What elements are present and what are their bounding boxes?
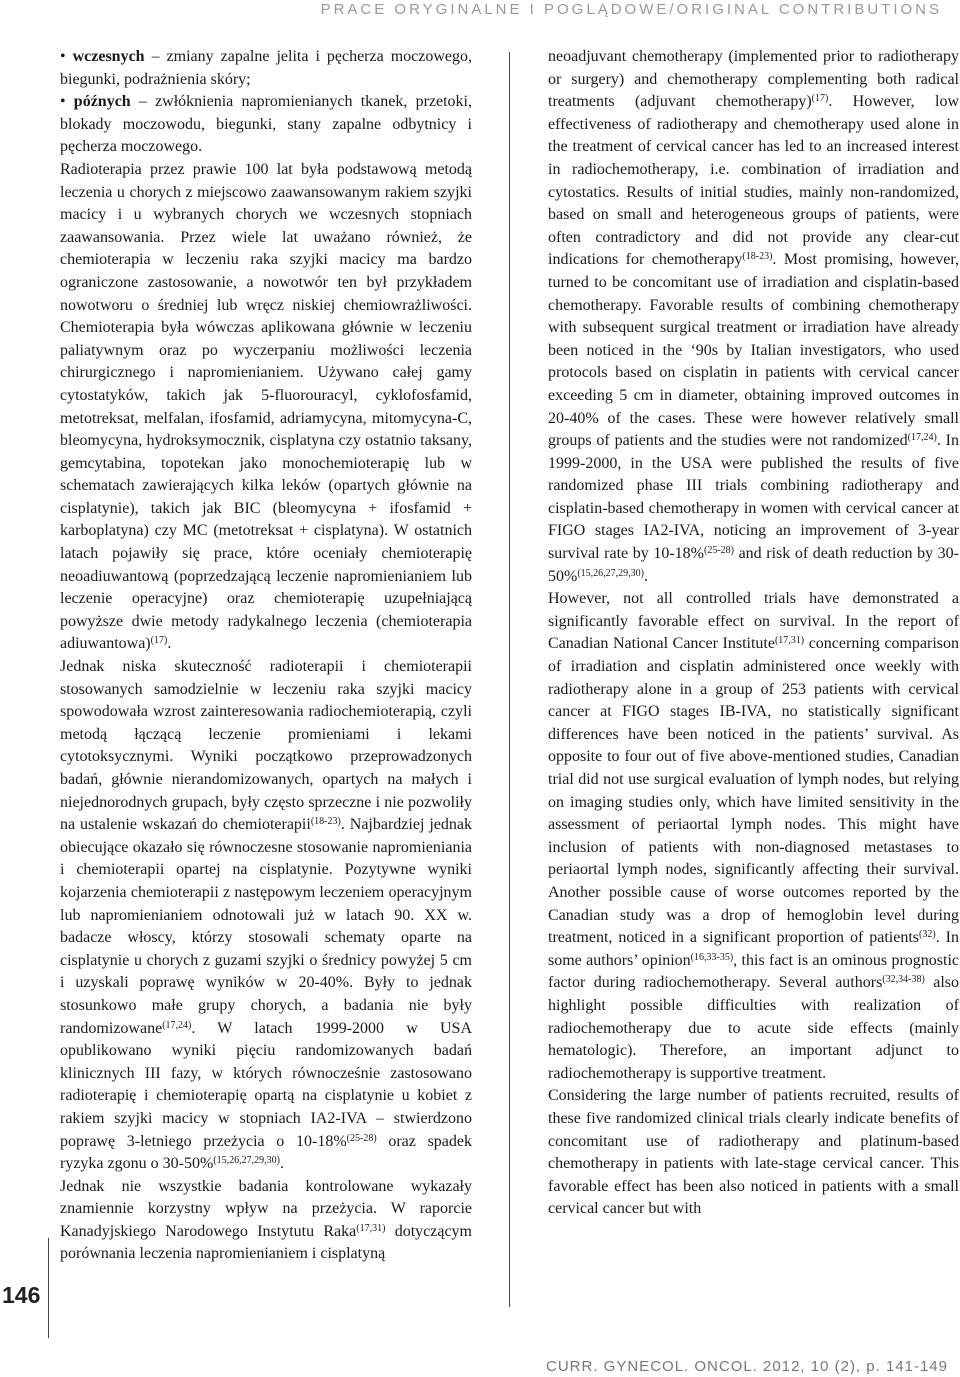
citation-ref: (18-23): [310, 816, 341, 828]
citation-ref: (16,33-35): [690, 951, 734, 963]
citation-ref: (17): [150, 635, 168, 647]
list-item: • późnych – zwłóknienia napromienianych tkanek, przetoki, blokady moczowodu, biegunki, stany zapalne odbytnicy i pęcherza moczowego.: [60, 93, 472, 156]
paragraph: Jednak nie wszystkie badania kontrolowane wykazały znamiennie korzystny wpływ na przeżycia. W raporcie Kanadyjskiego Narodowego Instytutu Raka$^{(17,31)}$ dotyczącym porównania leczenia napromienianiem i cisplatyną: [60, 1177, 473, 1263]
journal-section-header: PRACE ORYGINALNE I POGLĄDOWE/ORIGINAL CONTRIBUTIONS: [320, 1, 942, 18]
citation-ref: (32): [919, 929, 936, 941]
list-item-text: – zwłóknienia napromienianych tkanek, przetoki, blokady moczowodu, biegunki, stany zapalne odbytnicy i pęcherza moczowego.: [60, 93, 472, 156]
citation-ref: (17,31): [356, 1222, 386, 1234]
paragraph: However, not all controlled trials have demonstrated a significantly favorable effect on survival. In the report of Canadian National Cancer Institute$^{(17,31)}$ concerning comparison of irradiation and cisplatin administered once weekly with radiotherapy alone in a group of 253 patients with cervical cancer at FIGO stages IB-IVA, no statistically significant differences have been noticed in the patients’ survival. As opposite to four out of five above-mentioned studies, Canadian trial did not use surgical evaluation of lymph nodes, but relying on imaging studies only, which have limited sensitivity in the assessment of periaortal lymph nodes. This might have inclusion of patients with non-diagnosed metastases to periaortal lymph nodes, significantly affecting their survival. Another possible cause of worse outcomes reported by the Canadian study was a drop of hemoglobin level during treatment, noticed in a significant proportion of patients$^{(32)}$. In some authors’ opinion$^{(16,33-35)}$, this fact is an ominous prognostic factor during radiochemotherapy. Several authors$^{(32,34-38)}$ also highlight possible difficulties with realization of radiochemotherapy due to acute side effects (mainly hematologic). Therefore, an important adjunct to radiochemotherapy is supportive treatment.: [548, 590, 960, 1082]
list-item: • wczesnych – zmiany zapalne jelita i pęcherza moczowego, biegunki, podrażnienia skóry;: [60, 48, 472, 88]
paragraph: Considering the large number of patients recruited, results of these five randomized clinical trials clearly indicate benefits of concomitant use of radiotherapy and platinum-based chemotherapy in patients with late-stage cervical cancer. This favorable effect has been also noticed in patients with a small cervical cancer but with: [548, 1087, 959, 1218]
citation-ref: (17,31): [774, 635, 805, 647]
paragraph: Jednak niska skuteczność radioterapii i chemioterapii stosowanych samodzielnie w leczeniu raka szyjki macicy spowodowała wzrost zainteresowania radiochemioterapią, czyli metodą łączącą leczenie promieniami i lekami cytotoksycznymi. Wyniki początkowo przeprowadzonych badań, głównie nierandomizowanych, opartych na małych i niejednorodnych grupach, były często sprzeczne i nie pozwoliły na ustalenie wskazań do chemioterapii$^{(18-23)}$. Najbardziej jednak obiecujące okazało się równoczesne stosowanie napromieniania i chemioterapii opartej na cisplatynie. Pozytywne wyniki kojarzenia chemioterapii z następowym leczeniem operacyjnym lub napromienianiem odnotowali już w latach 90. XX w. badacze włoscy, którzy stosowali schematy oparte na cisplatynie u chorych z guzami szyjki o średnicy powyżej 5 cm i uzyskali poprawę wyników w 20-40%. Były to jednak stosunkowo małe grupy chorych, a badania nie były randomizowane$^{(17,24)}$. W latach 1999-2000 w USA opublikowano wyniki pięciu randomizowanych badań klinicznych III fazy, w których równocześnie zastosowano radioterapię i chemioterapię opartą na cisplatynie u kobiet z rakiem szyjki macicy w stopniach IA2-IVA – stwierdzono poprawę 3-letniego przeżycia o 10-18%$^{(25-28)}$ oraz spadek ryzyka zgonu o 30-50%$^{(15,26,27,29,30)}$.: [60, 658, 473, 1173]
right-column: [548, 46, 959, 1221]
citation-ref: (32,34-38): [882, 974, 925, 986]
page-number-rule: [48, 1238, 49, 1338]
journal-citation-footer: CURR. GYNECOL. ONCOL. 2012, 10 (2), p. 141-149: [546, 1358, 948, 1375]
paragraph: Radioterapia przez prawie 100 lat była podstawową metodą leczenia u chorych z miejscowo zaawansowanym rakiem szyjki macicy i u wybranych chorych we wczesnych stopniach zaawansowania. Przez wiele lat uważano również, że chemioterapia w leczeniu raka szyjki macicy ma bardzo ograniczone zastosowanie, a nowotwór ten był przykładem nowotworu o średniej lub wręcz niskiej chemiowrażliwości. Chemioterapia była wówczas aplikowana głównie w leczeniu paliatywnym oraz po wyczerpaniu możliwości leczenia chirurgicznego i napromienianiem. Używano całej gamy cytostatyków, takich jak 5-fluorouracyl, cyklofosfamid, metotreksat, melfalan, ifosfamid, adriamycyna, mitomycyna-C, bleomycyna, hydroksymocznik, cisplatyna czy ostatnio taksany, gemcytabina, topotekan jako monochemioterapię lub w schematach zawierających kilka leków (opartych głównie na cisplatynie), takich jak BIC (bleomycyna + ifosfamid + karboplatyna) czy MC (metotreksat + cisplatyna). W ostatnich latach pojawiły się prace, które oceniały chemioterapię neoadiuwantową (poprzedzającą leczenie napromienianiem lub leczenie operacyjne) oraz chemioterapię uzupełniającą powyższe dwie metody radykalnego leczenia (chemioterapia adiuwantowa)$^{(17)}$.: [60, 160, 472, 653]
citation-ref: (25-28): [346, 1132, 377, 1144]
citation-ref: (15,26,27,29,30): [577, 567, 644, 579]
list-item-term: późnych: [73, 93, 131, 111]
citation-ref: (15,26,27,29,30): [213, 1155, 280, 1167]
paragraph: neoadjuvant chemotherapy (implemented prior to radiotherapy or surgery) and chemotherapy complementing both radical treatments (adjuvant chemotherapy)$^{(17)}$. However, low effectiveness of radiotherapy and chemotherapy used alone in the treatment of cervical cancer has led to an increased interest in radiochemotherapy, i.e. combination of irradiation and cytostatics. Results of initial studies, mainly non-randomized, based on small and heterogeneous groups of patients, were often contradictory and did not provide any clear-cut indications for chemotherapy$^{(18-23)}$. Most promising, however, turned to be concomitant use of irradiation and cisplatin-based chemotherapy. Favorable results of combining chemotherapy with subsequent surgical treatment or irradiation have already been noticed in the ‘90s by Italian investigators, who used protocols based on cisplatin in patients with cervical cancer exceeding 5 cm in diameter, obtaining improved outcomes in 20-40% of the cases. These were however relatively small groups of patients and the studies were not randomized$^{(17,24)}$. In 1999-2000, in the USA were published the results of five randomized phase III trials combining radiotherapy and cisplatin-based chemotherapy in women with cervical cancer at FIGO stages IA2-IVA, noticing an improvement of 3-year survival rate by 10-18%$^{(25-28)}$ and risk of death reduction by 30-50%$^{(15,26,27,29,30)}$.: [548, 48, 960, 585]
list-item-text: – zmiany zapalne jelita i pęcherza moczowego, biegunki, podrażnienia skóry;: [60, 48, 472, 88]
left-column: [60, 46, 472, 1266]
list-item-term: wczesnych: [72, 48, 145, 65]
citation-ref: (17,24): [907, 432, 937, 444]
page-number: 146: [2, 1282, 41, 1308]
citation-ref: (17): [811, 93, 829, 105]
complication-list: [60, 46, 472, 159]
citation-ref: (18-23): [742, 251, 773, 263]
column-divider: [509, 52, 510, 1307]
citation-ref: (25-28): [703, 545, 734, 557]
citation-ref: (17,24): [162, 1019, 192, 1031]
